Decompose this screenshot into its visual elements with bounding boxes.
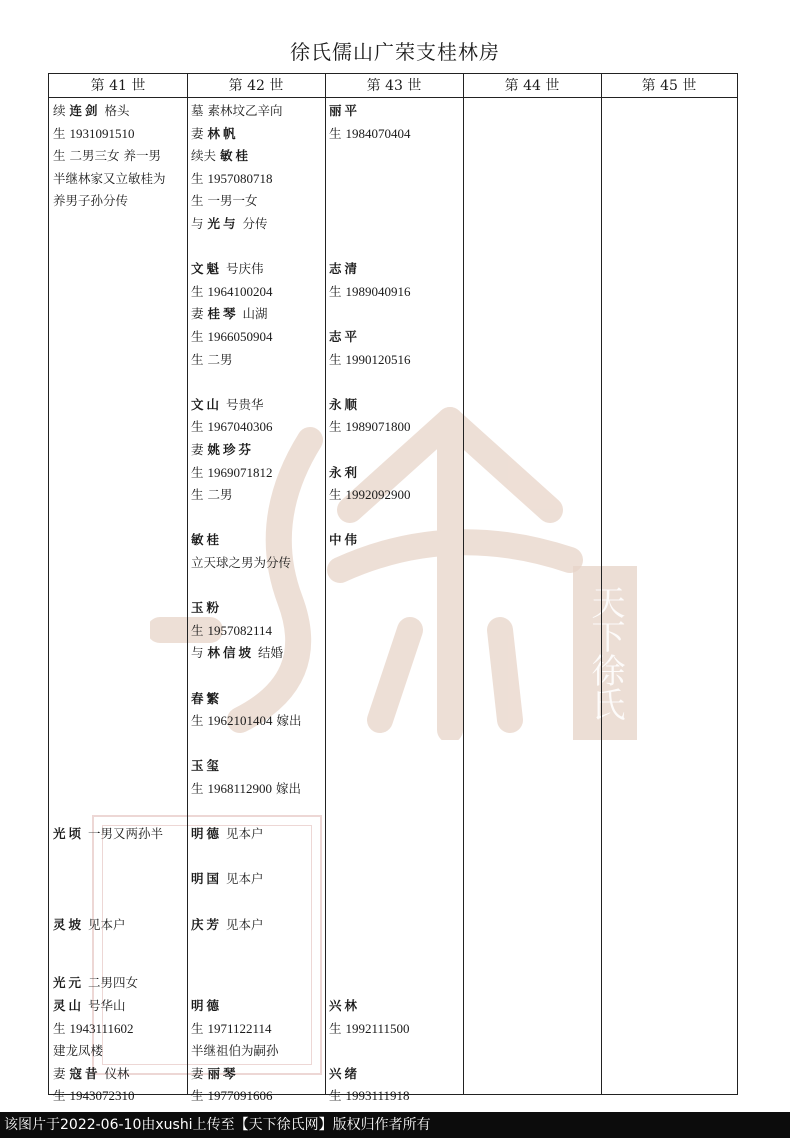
- entry-line: [191, 688, 222, 710]
- entry-text: 生: [191, 781, 208, 796]
- entry-text: 妻: [191, 125, 208, 141]
- entry-line: [191, 529, 222, 551]
- person-name: 中伟: [329, 532, 361, 548]
- column-divider: [325, 74, 326, 1094]
- entry-line: [191, 620, 272, 642]
- header-rule: [49, 74, 737, 98]
- entry-text: 见本户: [222, 916, 264, 932]
- entry-text: 生 一男一女: [191, 193, 258, 209]
- entry-line: [191, 326, 272, 348]
- person-name: 永利: [329, 464, 361, 480]
- entry-line: [53, 100, 129, 122]
- column-divider: [187, 74, 188, 1094]
- person-name: 桂琴: [207, 306, 239, 322]
- birth-date: 1993111918: [345, 1088, 410, 1104]
- person-name: 连剑: [69, 103, 101, 118]
- entry-line: [191, 1063, 239, 1085]
- entry-line: [191, 484, 232, 506]
- entry-text: 生: [53, 125, 70, 141]
- entry-line: [53, 823, 163, 845]
- entry-text: 生 二男: [191, 351, 233, 367]
- entry-line: [191, 439, 254, 461]
- birth-date: 1957082114: [207, 622, 273, 638]
- entry-text: 妻: [191, 442, 208, 457]
- entry-text: 生: [53, 1020, 70, 1036]
- entry-line: [329, 394, 360, 416]
- entry-line: [191, 213, 267, 235]
- entry-text: 见本户: [222, 871, 264, 887]
- entry-text: 嫁出: [272, 713, 302, 729]
- entry-text: 生: [329, 419, 346, 435]
- entry-line: [329, 462, 360, 484]
- column-divider: [463, 74, 464, 1094]
- entry-line: [53, 972, 138, 994]
- entry-text: 建龙凤楼: [53, 1043, 104, 1059]
- entry-line: [329, 123, 410, 145]
- entry-text: 生: [191, 1088, 208, 1104]
- person-name: 玉粉: [191, 600, 223, 616]
- person-name: 光元: [53, 975, 85, 991]
- entry-line: [329, 1018, 410, 1040]
- entry-text: 与: [191, 216, 208, 231]
- person-name: 灵山: [53, 997, 85, 1013]
- entry-text: 生 二男: [191, 487, 233, 503]
- entry-line: [191, 145, 251, 167]
- entry-line: [329, 258, 360, 280]
- entry-line: [191, 123, 239, 145]
- entry-text: 格头: [100, 103, 130, 118]
- entry-text: 号庆伟: [222, 261, 264, 277]
- birth-date: 1977091606: [207, 1088, 273, 1104]
- entry-line: [191, 281, 272, 303]
- entry-line: [191, 995, 222, 1017]
- person-name: 光与: [207, 216, 239, 231]
- person-name: 光顷: [53, 826, 85, 842]
- entry-text: 一男又两孙半: [84, 826, 163, 842]
- birth-date: 1957080718: [207, 170, 273, 186]
- entry-text: 妻: [191, 306, 208, 322]
- entry-text: 生: [329, 283, 346, 299]
- entry-text: 山湖: [238, 306, 268, 322]
- entry-line: [329, 484, 410, 506]
- person-name: 敏桂: [191, 532, 223, 548]
- entry-line: [191, 552, 291, 574]
- entry-text: 生: [191, 170, 208, 186]
- header-gen-43: 第 43 世: [325, 74, 463, 98]
- entry-line: [329, 529, 360, 551]
- entry-line: [329, 416, 410, 438]
- entry-line: [191, 416, 272, 438]
- entry-line: [329, 100, 360, 122]
- birth-date: 1969071812: [207, 464, 273, 480]
- entry-line: [191, 868, 264, 890]
- watermark-box-text: 天下徐氏: [585, 585, 625, 721]
- person-name: 志清: [329, 261, 361, 277]
- person-name: 永顺: [329, 396, 361, 412]
- entry-text: 半继林家又立敏桂为: [53, 170, 166, 186]
- person-name: 寇昔: [69, 1065, 101, 1081]
- person-name: 丽琴: [207, 1065, 239, 1081]
- birth-date: 1992111500: [345, 1020, 410, 1036]
- entry-text: 立天球之男为分传: [191, 555, 292, 570]
- entry-line: [191, 914, 264, 936]
- entry-line: [191, 303, 267, 325]
- person-name: 明德: [191, 997, 223, 1013]
- birth-date: 1943072310: [69, 1088, 135, 1104]
- entry-text: 生: [191, 329, 208, 344]
- page-title: 徐氏儒山广荣支桂林房: [290, 40, 500, 64]
- entry-line: [329, 1063, 360, 1085]
- entry-text: 号华山: [84, 997, 126, 1013]
- header-gen-44: 第 44 世: [463, 74, 601, 98]
- entry-text: 妻: [53, 1065, 70, 1081]
- entry-text: 生: [191, 464, 208, 480]
- person-name: 兴绪: [329, 1065, 361, 1081]
- birth-date: 1984070404: [345, 125, 411, 141]
- entry-line: [53, 1085, 134, 1107]
- entry-line: [53, 168, 166, 190]
- entry-text: 生 二男三女 养一男: [53, 148, 161, 164]
- entry-line: [191, 778, 301, 800]
- header-gen-45: 第 45 世: [601, 74, 737, 98]
- entry-line: [191, 755, 222, 777]
- entry-line: [191, 1018, 272, 1040]
- entry-line: [329, 281, 410, 303]
- entry-text: 生: [329, 351, 346, 367]
- column-divider: [601, 74, 602, 1094]
- birth-date: 1990120516: [345, 351, 411, 367]
- entry-text: 生: [329, 125, 346, 141]
- person-name: 姚珍芬: [207, 442, 254, 457]
- entry-line: [191, 642, 283, 664]
- birth-date: 1989040916: [345, 283, 411, 299]
- genealogy-table: [48, 73, 738, 1104]
- birth-date: 1989071800: [345, 419, 411, 435]
- entry-line: [53, 190, 128, 212]
- entry-text: 妻: [191, 1065, 208, 1081]
- birth-date: 1967040306: [207, 419, 273, 435]
- person-name: 丽平: [329, 103, 361, 118]
- person-name: 庆芳: [191, 916, 223, 932]
- entry-line: [53, 1018, 134, 1040]
- entry-text: 生: [329, 1020, 346, 1036]
- person-name: 文魁: [191, 261, 223, 277]
- birth-date: 1966050904: [207, 329, 273, 344]
- entry-text: 生: [191, 283, 208, 299]
- person-name: 明国: [191, 871, 223, 887]
- entry-line: [191, 190, 257, 212]
- entry-line: [191, 100, 282, 122]
- entry-text: 生: [329, 487, 346, 503]
- entry-text: 续夫: [191, 148, 220, 164]
- entry-line: [53, 1040, 103, 1062]
- entry-line: [191, 168, 272, 190]
- entry-text: 嫁出: [272, 781, 301, 796]
- footer-banner: 该图片于2022-06-10由xushi上传至【天下徐氏网】版权归作者所有: [0, 1112, 790, 1138]
- person-name: 灵坡: [53, 916, 85, 932]
- person-name: 玉玺: [191, 758, 223, 774]
- entry-text: 仪林: [100, 1065, 130, 1081]
- entry-line: [329, 326, 360, 348]
- entry-text: 号贵华: [222, 396, 264, 412]
- entry-line: [191, 394, 264, 416]
- entry-line: [191, 258, 264, 280]
- entry-text: 生: [191, 1020, 208, 1036]
- entry-text: 分传: [238, 216, 268, 231]
- person-name: 敏桂: [219, 148, 251, 164]
- person-name: 春繁: [191, 690, 223, 706]
- entry-text: 见本户: [84, 916, 126, 932]
- person-name: 林帆: [207, 125, 239, 141]
- entry-text: 与: [191, 645, 208, 661]
- person-name: 林信坡: [207, 645, 254, 661]
- birth-date: 1968112900: [207, 781, 273, 796]
- person-name: 文山: [191, 396, 223, 412]
- entry-line: [329, 349, 410, 371]
- entry-text: 墓 素林坟乙辛向: [191, 103, 283, 118]
- entry-line: [53, 145, 161, 167]
- entry-text: 结婚: [254, 645, 283, 661]
- entry-line: [53, 995, 126, 1017]
- entry-line: [53, 914, 126, 936]
- entry-text: 生: [329, 1088, 346, 1104]
- entry-text: 半继祖伯为嗣孙: [191, 1043, 279, 1059]
- birth-date: 1931091510: [69, 125, 135, 141]
- entry-line: [53, 123, 134, 145]
- entry-line: [191, 1040, 279, 1062]
- person-name: 明德: [191, 826, 223, 842]
- birth-date: 1971122114: [207, 1020, 272, 1036]
- entry-line: [191, 1085, 272, 1107]
- entry-line: [191, 597, 222, 619]
- birth-date: 1943111602: [69, 1020, 134, 1036]
- entry-line: [191, 710, 301, 732]
- birth-date: 1964100204: [207, 283, 273, 299]
- entry-text: 生: [191, 622, 208, 638]
- entry-text: 见本户: [222, 826, 264, 842]
- entry-text: 养男子孙分传: [53, 193, 129, 209]
- entry-line: [329, 995, 360, 1017]
- person-name: 志平: [329, 329, 361, 344]
- entry-text: 续: [53, 103, 70, 118]
- entry-text: 生: [191, 713, 208, 729]
- header-gen-42: 第 42 世: [187, 74, 325, 98]
- entry-text: 生: [191, 419, 208, 435]
- entry-text: 二男四女: [84, 975, 138, 991]
- entry-text: 生: [53, 1088, 70, 1104]
- birth-date: 1962101404: [207, 713, 273, 729]
- entry-line: [53, 1063, 129, 1085]
- entry-line: [191, 462, 272, 484]
- entry-line: [191, 349, 232, 371]
- person-name: 兴林: [329, 997, 361, 1013]
- header-gen-41: 第 41 世: [49, 74, 187, 98]
- entry-line: [191, 823, 264, 845]
- birth-date: 1992092900: [345, 487, 411, 503]
- entry-line: [329, 1085, 410, 1107]
